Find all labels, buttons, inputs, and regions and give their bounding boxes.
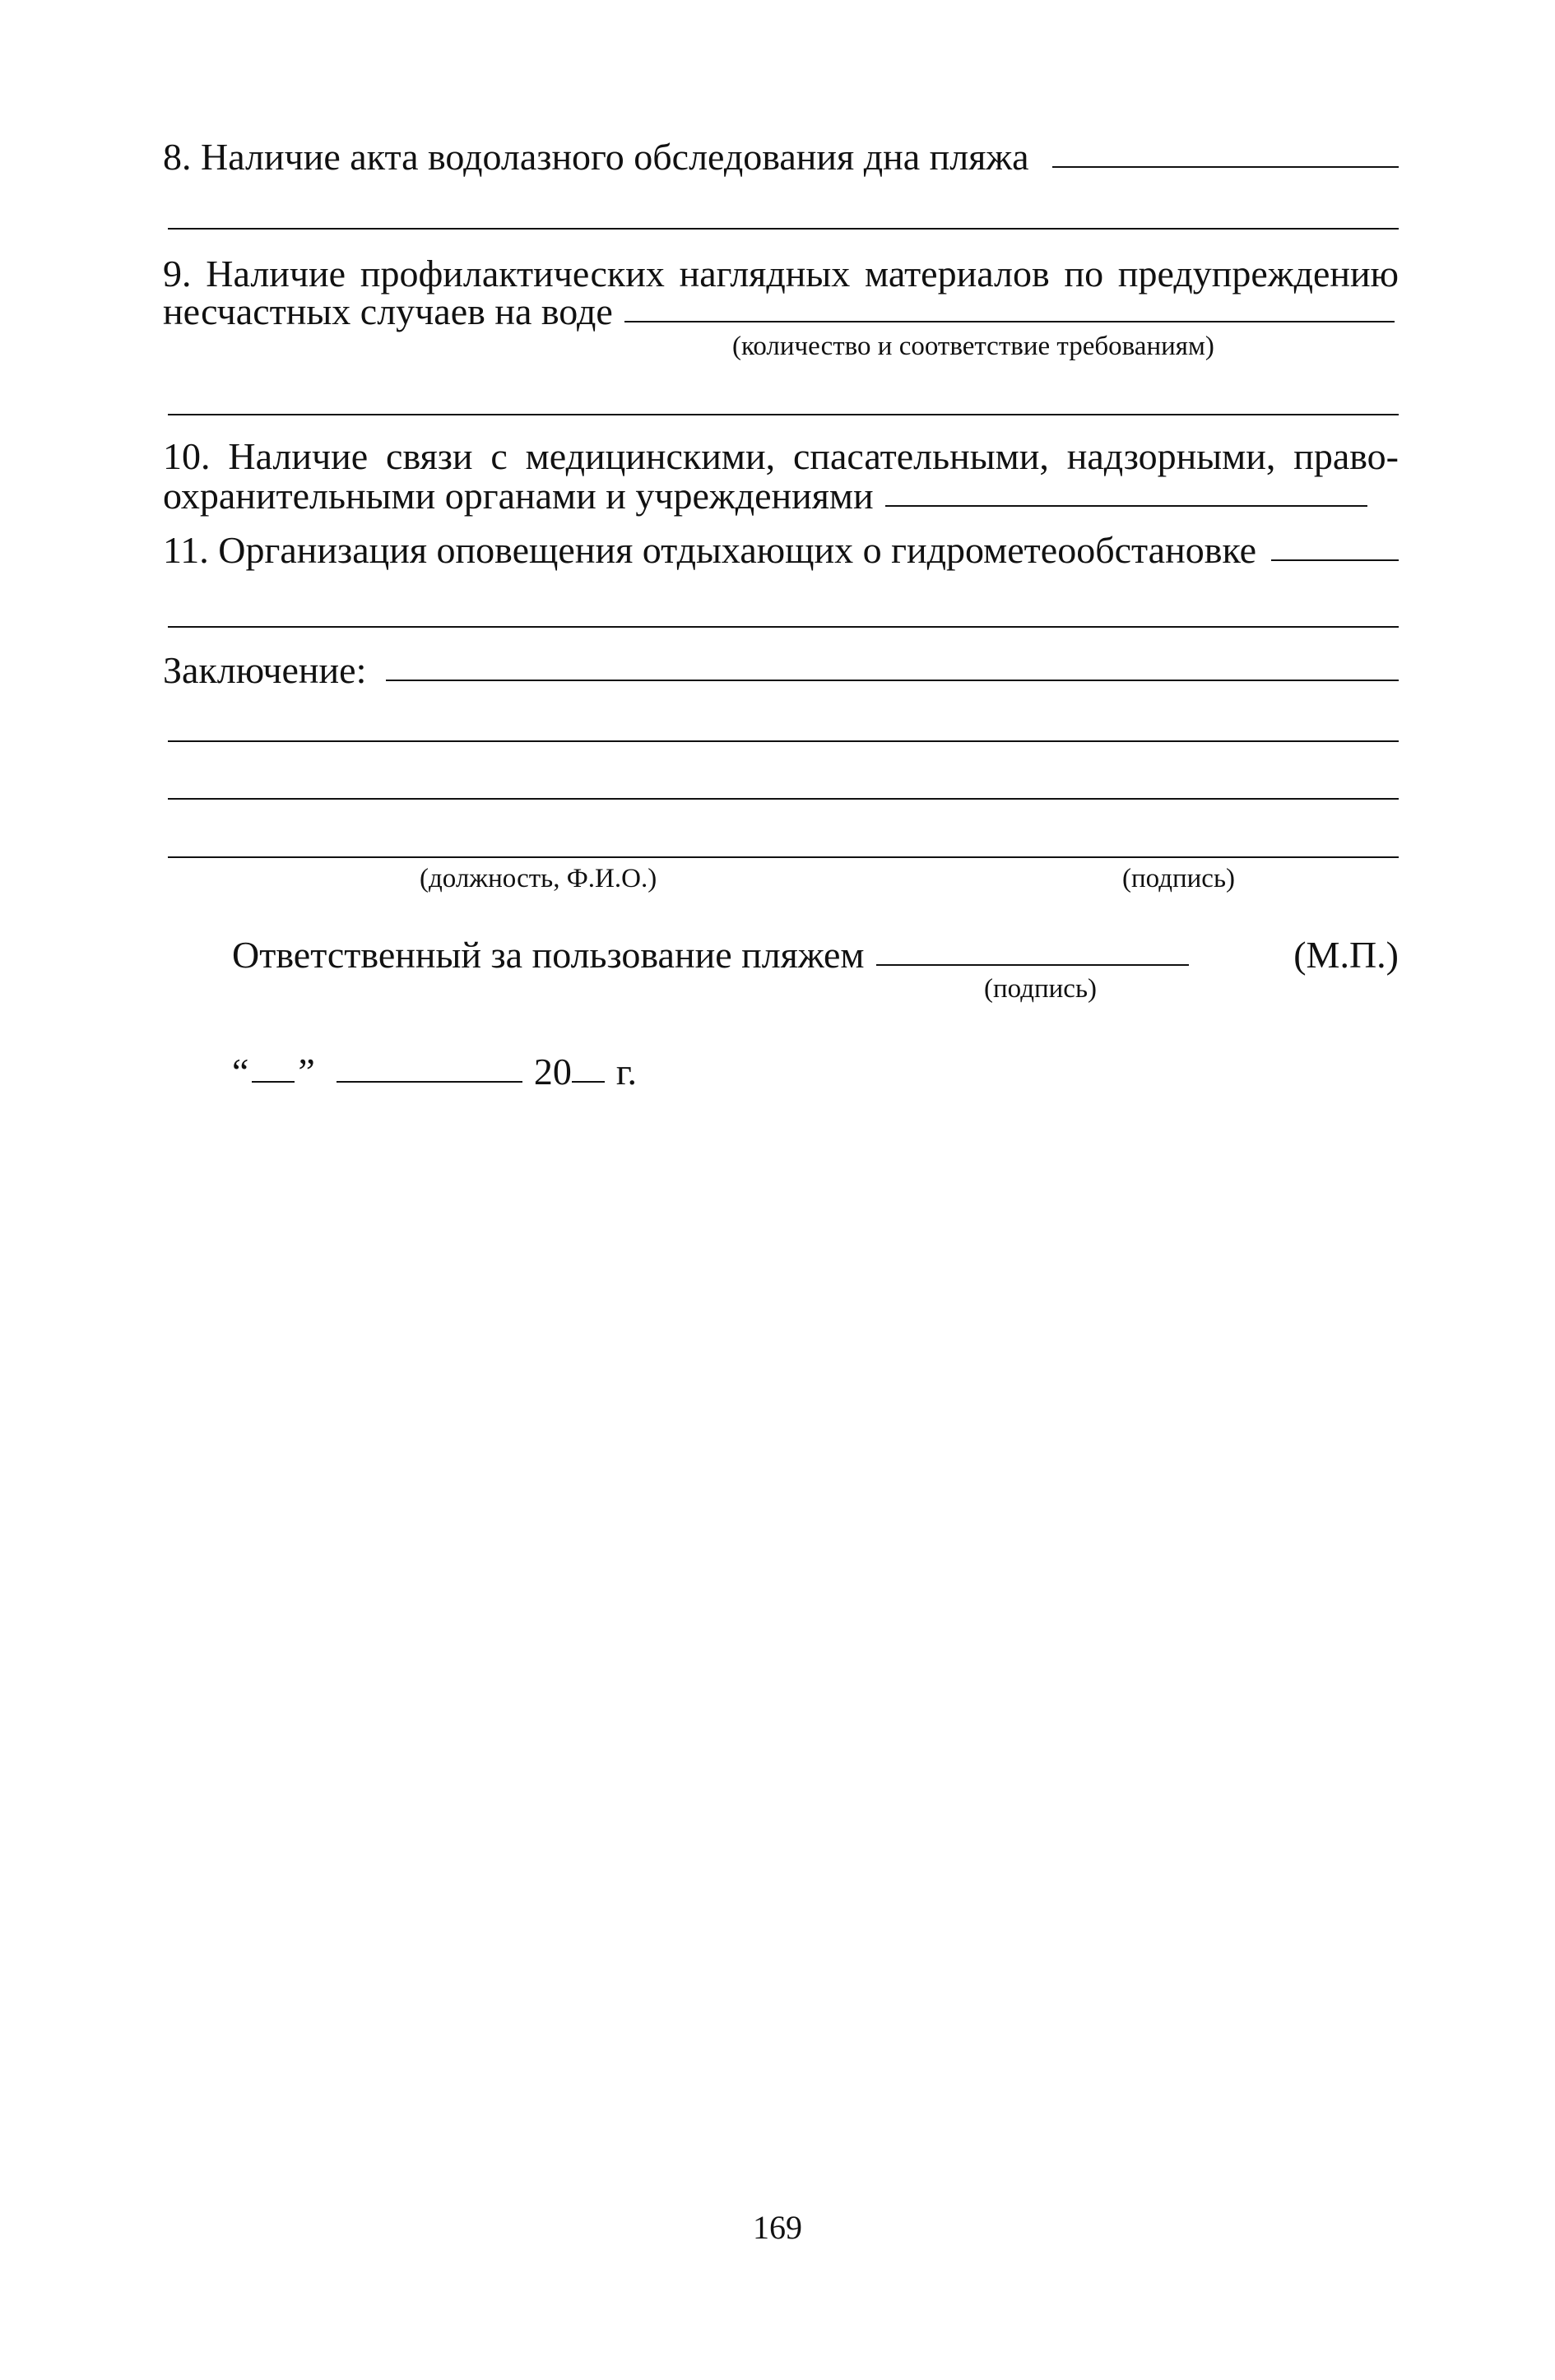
conclusion-line-3[interactable] bbox=[168, 798, 1399, 800]
date-year-prefix: 20 bbox=[533, 1051, 572, 1093]
conclusion-label: Заключение: bbox=[163, 649, 367, 691]
item-10-blank[interactable] bbox=[885, 505, 1367, 507]
date-day-blank[interactable] bbox=[252, 1081, 295, 1083]
conclusion-blank[interactable] bbox=[386, 680, 1399, 681]
stamp-label: (М.П.) bbox=[1293, 934, 1399, 976]
item-11-blank[interactable] bbox=[1271, 559, 1399, 561]
item-8-blank[interactable] bbox=[1052, 166, 1399, 168]
conclusion-line-2[interactable] bbox=[168, 740, 1399, 742]
caption-position-name: (должность, Ф.И.О.) bbox=[420, 864, 657, 893]
item-8-text: 8. Наличие акта водолазного обследования дна пляжа bbox=[163, 136, 1029, 178]
responsible-row bbox=[232, 936, 1399, 974]
responsible-caption-signature: (подпись) bbox=[984, 974, 1097, 1004]
item-11-continuation-line[interactable] bbox=[168, 626, 1399, 628]
date-open-quote: “ bbox=[232, 1051, 249, 1093]
item-9-line-2 bbox=[163, 290, 1399, 332]
date-row bbox=[232, 1053, 726, 1091]
date-month-blank[interactable] bbox=[337, 1081, 522, 1083]
responsible-signature-blank[interactable] bbox=[876, 964, 1189, 966]
page-number: 169 bbox=[753, 2209, 802, 2246]
signature-line[interactable] bbox=[168, 856, 1399, 858]
item-9-continuation-line[interactable] bbox=[168, 414, 1399, 415]
caption-signature: (подпись) bbox=[1122, 864, 1235, 893]
conclusion-row bbox=[163, 649, 1399, 691]
item-9-text-2: несчастных случаев на воде bbox=[163, 290, 613, 332]
item-8-row bbox=[163, 138, 1399, 176]
item-10-line-1 bbox=[163, 435, 1399, 477]
item-10-line-2 bbox=[163, 477, 1399, 515]
responsible-label: Ответственный за пользование пляжем bbox=[232, 934, 865, 976]
item-9-caption: (количество и соответствие требованиям) bbox=[732, 332, 1214, 361]
item-11-row bbox=[163, 531, 1399, 569]
item-9-text-1: 9. Наличие профилактических наглядных материалов по предупреждению bbox=[163, 253, 1399, 295]
item-10-text-2: охранительными органами и учреждениями bbox=[163, 475, 874, 517]
item-8-continuation-line[interactable] bbox=[168, 228, 1399, 230]
date-close-quote: ” bbox=[298, 1051, 315, 1093]
item-9-line-1 bbox=[163, 255, 1399, 293]
date-year-blank[interactable] bbox=[572, 1081, 605, 1083]
item-10-text-1: 10. Наличие связи с медицинскими, спасательными, надзорными, право- bbox=[163, 435, 1399, 477]
item-11-text: 11. Организация оповещения отдыхающих о гидрометеообстановке bbox=[163, 529, 1257, 571]
item-9-blank[interactable] bbox=[624, 321, 1395, 322]
date-year-suffix: г. bbox=[615, 1051, 638, 1093]
